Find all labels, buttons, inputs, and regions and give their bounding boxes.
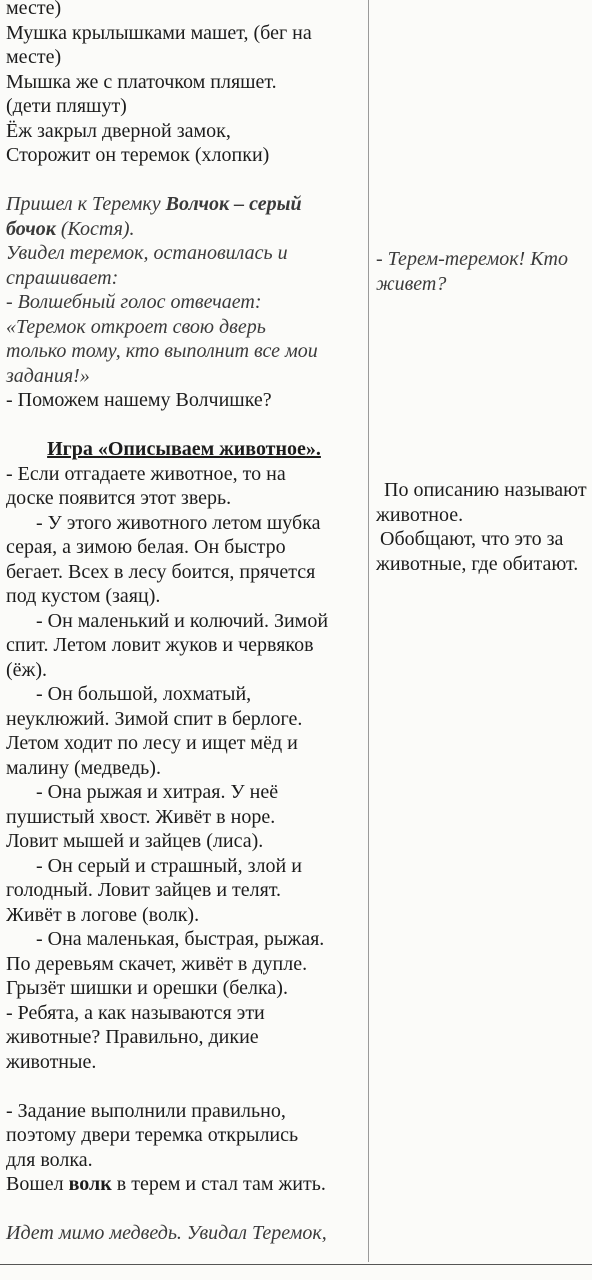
riddle-line: - Он маленький и колючий. Зимой: [36, 609, 329, 632]
riddle-line: пушистый хвост. Живёт в норе.: [6, 805, 276, 828]
teacher-column: [6, 0, 362, 1246]
text-line: животные.: [6, 1050, 97, 1073]
text-line: - Если отгадаете животное, то на: [6, 462, 286, 485]
game-title: Игра «Описываем животное».: [47, 438, 321, 460]
text-line: Мушка крылышками машет, (бег на: [6, 21, 312, 44]
riddle-line: - Он серый и страшный, злой и: [36, 854, 302, 877]
riddle-line: спит. Летом ловит жуков и червяков: [6, 634, 314, 656]
riddle-line: - Он большой, лохматый,: [36, 683, 252, 705]
text-line: месте): [6, 0, 62, 19]
italic-line: спрашивает:: [6, 266, 119, 289]
text-line: для волка.: [6, 1148, 93, 1171]
text-line: - Ребята, а как называются эти: [6, 1001, 265, 1024]
italic-line: Идет мимо медведь. Увидал Теремок,: [6, 1222, 327, 1244]
riddle-line: под кустом (заяц).: [6, 585, 161, 607]
text-line: Мышка же с платочком пляшет.: [6, 70, 277, 93]
text-line: животные? Правильно, дикие: [6, 1026, 259, 1048]
text-line: - Поможем нашему Волчишке?: [6, 389, 272, 411]
italic-line: задания!»: [6, 364, 90, 387]
riddle-line: По деревьям скачет, живёт в дупле.: [6, 952, 308, 975]
riddle-line: бегает. Всех в лесу боится, прячется: [6, 560, 316, 583]
italic-line: живет?: [376, 272, 447, 295]
riddle-line: - Она рыжая и хитрая. У неё: [36, 781, 279, 803]
volchok-intro-cont: бочок (Костя).: [6, 217, 135, 240]
riddle-line: Летом ходит по лесу и ищет мёд и: [6, 732, 298, 754]
riddle-line: - Она маленькая, быстрая, рыжая.: [36, 928, 325, 950]
text-line: По описанию называют: [384, 479, 587, 501]
children-column-terem: [376, 247, 592, 296]
text-line: (дети пляшут): [6, 95, 127, 117]
riddle-line: (ёж).: [6, 658, 48, 681]
riddle-line: неуклюжий. Зимой спит в берлоге.: [6, 707, 303, 730]
italic-line: Увидел теремок, остановилась и: [6, 242, 288, 264]
italic-line: только тому, кто выполнит все мои: [6, 340, 318, 362]
italic-line: - Волшебный голос отвечает:: [6, 291, 262, 313]
riddle-line: серая, а зимою белая. Он быстро: [6, 536, 286, 558]
text-line: Ёж закрыл дверной замок,: [6, 119, 231, 142]
text-line: доске появится этот зверь.: [6, 487, 232, 509]
volchok-intro: Пришел к Теремку Волчок – серый: [6, 193, 302, 215]
riddle-line: Грызёт шишки и орешки (белка).: [6, 977, 288, 999]
text-line: животные, где обитают.: [376, 552, 579, 575]
riddle-line: Ловит мышей и зайцев (лиса).: [6, 830, 264, 852]
italic-line: «Теремок откроет свою дверь: [6, 315, 266, 338]
wolf-line: Вошел волк в терем и стал там жить.: [6, 1173, 326, 1195]
children-column-desc: [376, 478, 592, 576]
riddle-line: малину (медведь).: [6, 756, 161, 779]
table-column-divider: [368, 0, 369, 1262]
riddle-line: - У этого животного летом шубка: [36, 511, 321, 534]
text-line: - Задание выполнили правильно,: [6, 1099, 286, 1122]
table-bottom-border: [0, 1264, 592, 1265]
text-line: животное.: [376, 503, 464, 526]
text-line: месте): [6, 46, 62, 68]
text-line: поэтому двери теремка открылись: [6, 1124, 299, 1146]
riddle-line: Живёт в логове (волк).: [6, 903, 200, 926]
text-line: Обобщают, что это за: [380, 528, 564, 550]
text-line: Сторожит он теремок (хлопки): [6, 144, 270, 166]
riddle-line: голодный. Ловит зайцев и телят.: [6, 879, 282, 901]
italic-line: - Терем-теремок! Кто: [376, 248, 568, 270]
